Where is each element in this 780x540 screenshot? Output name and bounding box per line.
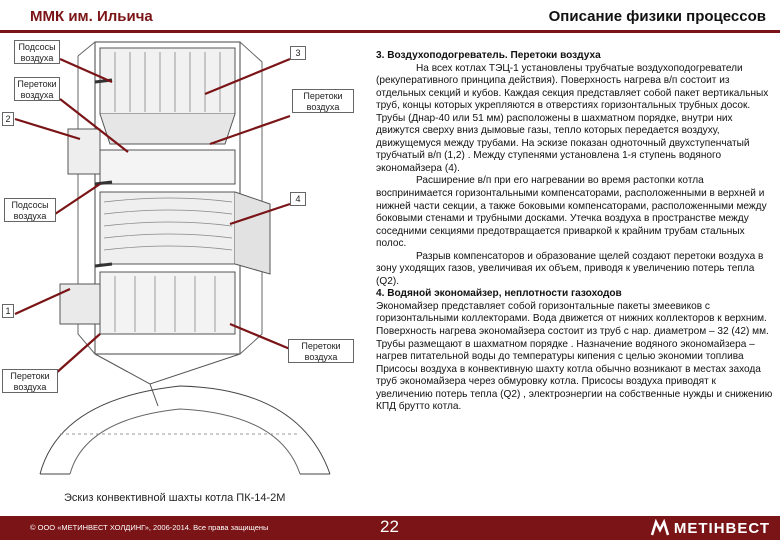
page-number: 22 (380, 517, 399, 536)
description-text (376, 50, 774, 512)
callout-air-flow-right-top: Перетоки воздуха (292, 89, 354, 113)
section-heading-economizer: 4. Водяной экономайзер, неплотности газоходов (376, 288, 622, 300)
callout-air-flow-bottom: Перетоки воздуха (2, 369, 58, 393)
slide-title: Описание физики процессов (548, 8, 766, 25)
copyright-text: © ООО «МЕТИНВЕСТ ХОЛДИНГ», 2006-2014. Все права защищены (30, 523, 269, 532)
paragraph-compensator-rupture: Разрыв компенсаторов и образование щелей создают перетоки воздуха в зону уходящих газов, увеличивая их объем, приводя к увеличению потерь тепла (Q2). (376, 250, 764, 287)
metinvest-logo-icon (650, 519, 670, 537)
paragraph-economizer: Экономайзер представляет собой горизонтальные пакеты змеевиков с горизонтальными коллекторами. Вода движется от нижних коллекторов к верхним. Поверхность нагрева экономайзера состоит из труб с нар. диаметром – 32 (42) мм. Трубы размещают в шахматном порядке . Назначение водяного экономайзера –нагрев питательной воды до температуры кипения с целью экономии топлива (376, 300, 769, 363)
boiler-shaft-diagram (0, 34, 372, 516)
diagram-caption: Эскиз конвективной шахты котла ПК-14-2М (64, 492, 286, 504)
company-name: ММК им. Ильича (30, 8, 153, 25)
callout-num-2: 2 (2, 112, 14, 126)
paragraph-air-heater: На всех котлах ТЭЦ-1 установлены трубчатые воздухоподогреватели (рекуперативного принципа действия). Поверхность нагрева в/п состоит из отдельных секций и кубов. Каждая секция представляет собой пакет вертикальных труб, концы которых укрепляются в отверстиях горизонтальных трубных досок. Трубы (Днар-40 или 51 мм) расположены в шахматном порядке, внутри них движутся сверху вниз дымовые газы, тепло которых передается воздуху, движущемуся между трубами. На эскизе показан одноточный двухступенчатый трубчатый в/п (1,2) . Между ступенями установлена 1-я ступень водяного экономайзера (4). (376, 62, 769, 174)
callout-num-1: 1 (2, 304, 14, 318)
callout-air-flow-right-bottom: Перетоки воздуха (288, 339, 354, 363)
callout-air-suction-top: Подсосы воздуха (14, 40, 60, 64)
paragraph-air-suction: Присосы воздуха в конвективную шахту котла обычно возникают в местах захода труб экономайзера через обмуровку котла. Присосы воздуха приводят к увеличению потерь тепла (Q2) , электроэнергии на собственные нужды и снижению КПД брутто котла. (376, 363, 773, 413)
header-divider (0, 30, 780, 33)
callout-air-suction-mid: Подсосы воздуха (4, 198, 56, 222)
callout-air-flow-top: Перетоки воздуха (14, 77, 60, 101)
paragraph-expansion: Расширение в/п при его нагревании во время растопки котла воспринимается горизонтальными компенсаторами, расположенными в верхней и нижней части секции, а также боковыми компенсаторами, расположенными между боковыми стенами и трубными досками. Утечка воздуха в пространстве между соседними секциями предотвращается приваркой к крайним трубам стальных полос. (376, 175, 767, 250)
logo-text: МЕТІНВЕСТ (673, 519, 770, 537)
callout-num-3: 3 (290, 46, 306, 60)
metinvest-logo (650, 518, 770, 538)
section-heading-air-heater: 3. Воздухоподогреватель. Перетоки воздуха (376, 50, 601, 61)
callout-num-4: 4 (290, 192, 306, 206)
